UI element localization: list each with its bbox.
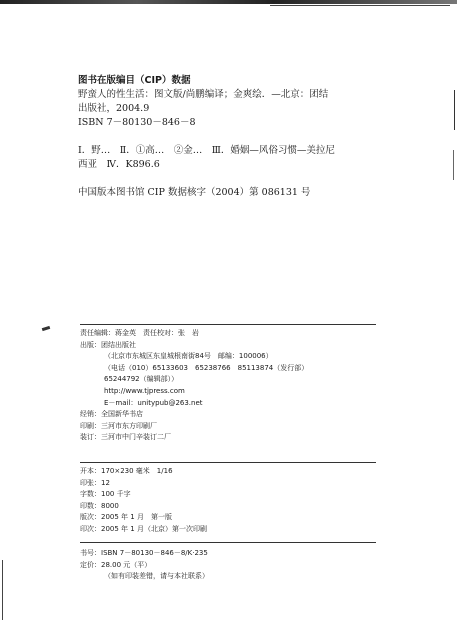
imprint-sheets: 印张：12 <box>80 478 110 487</box>
imprint-format: 开本：170×230 毫米 1/16 <box>80 467 173 475</box>
scan-speck <box>42 326 51 331</box>
imprint-website: http://www.tjpress.com <box>104 386 185 395</box>
imprint-printrun: 印数：8000 <box>80 501 119 510</box>
imprint-block-2 <box>80 466 380 536</box>
scan-edge-left <box>2 560 3 620</box>
imprint-booknumber: 书号：ISBN 7－80130－846－8/K·235 <box>80 549 208 557</box>
cip-subjects-2: 西亚 Ⅳ．K896.6 <box>78 159 160 170</box>
imprint-impression: 印次：2005 年 1 月（北京）第一次印刷 <box>80 524 207 533</box>
imprint-price: 定价：28.00 元（平） <box>80 560 152 569</box>
scan-edge-top <box>0 0 457 4</box>
divider-rule-1 <box>80 324 376 325</box>
imprint-notice: （如有印装差错，请与本社联系） <box>104 572 209 581</box>
imprint-phone-2: 65244792（编辑部）） <box>104 375 179 384</box>
cip-block <box>78 74 398 200</box>
cip-subjects: Ⅰ．野… Ⅱ．①高… ②金… Ⅲ．婚姻—风俗习惯—美拉尼 <box>78 145 335 156</box>
imprint-editors: 责任编辑：蒋金英 责任校对：张 岩 <box>80 329 199 337</box>
scan-edge-right <box>454 90 455 130</box>
cip-title-line: 野蛮人的性生活：图文版/尚鹏编译；金爽绘．—北京：团结 <box>78 89 329 100</box>
cip-isbn: ISBN 7－80130－846－8 <box>78 117 196 128</box>
divider-rule-2 <box>80 462 376 463</box>
imprint-distributor: 经销：全国新华书店 <box>80 410 143 419</box>
imprint-address: （北京市东城区东皇城根南街84号 邮编：100006） <box>104 352 273 361</box>
imprint-email: E－mail：unitypub@263.net <box>104 398 203 407</box>
imprint-wordcount: 字数：100 千字 <box>80 490 131 499</box>
imprint-publisher: 出版：团结出版社 <box>80 340 136 349</box>
scan-edge-top-line <box>270 5 450 6</box>
imprint-binder: 装订：三河市中门辛装订二厂 <box>80 433 171 442</box>
imprint-block-3 <box>80 548 380 583</box>
cip-heading: 图书在版编目（CIP）数据 <box>78 75 191 86</box>
imprint-block-1 <box>80 328 380 444</box>
imprint-edition: 版次：2005 年 1 月 第一版 <box>80 513 172 522</box>
imprint-phone-1: （电话（010）65133603 65238766 85113874（发行部） <box>104 363 309 372</box>
cip-verification: 中国版本图书馆 CIP 数据核字（2004）第 086131 号 <box>78 187 311 198</box>
cip-title-line-2: 出版社，2004.9 <box>78 103 150 114</box>
imprint-printer: 印刷：三河市东方印刷厂 <box>80 421 157 430</box>
divider-rule-3 <box>80 542 376 543</box>
scan-edge-right-2 <box>453 150 454 180</box>
